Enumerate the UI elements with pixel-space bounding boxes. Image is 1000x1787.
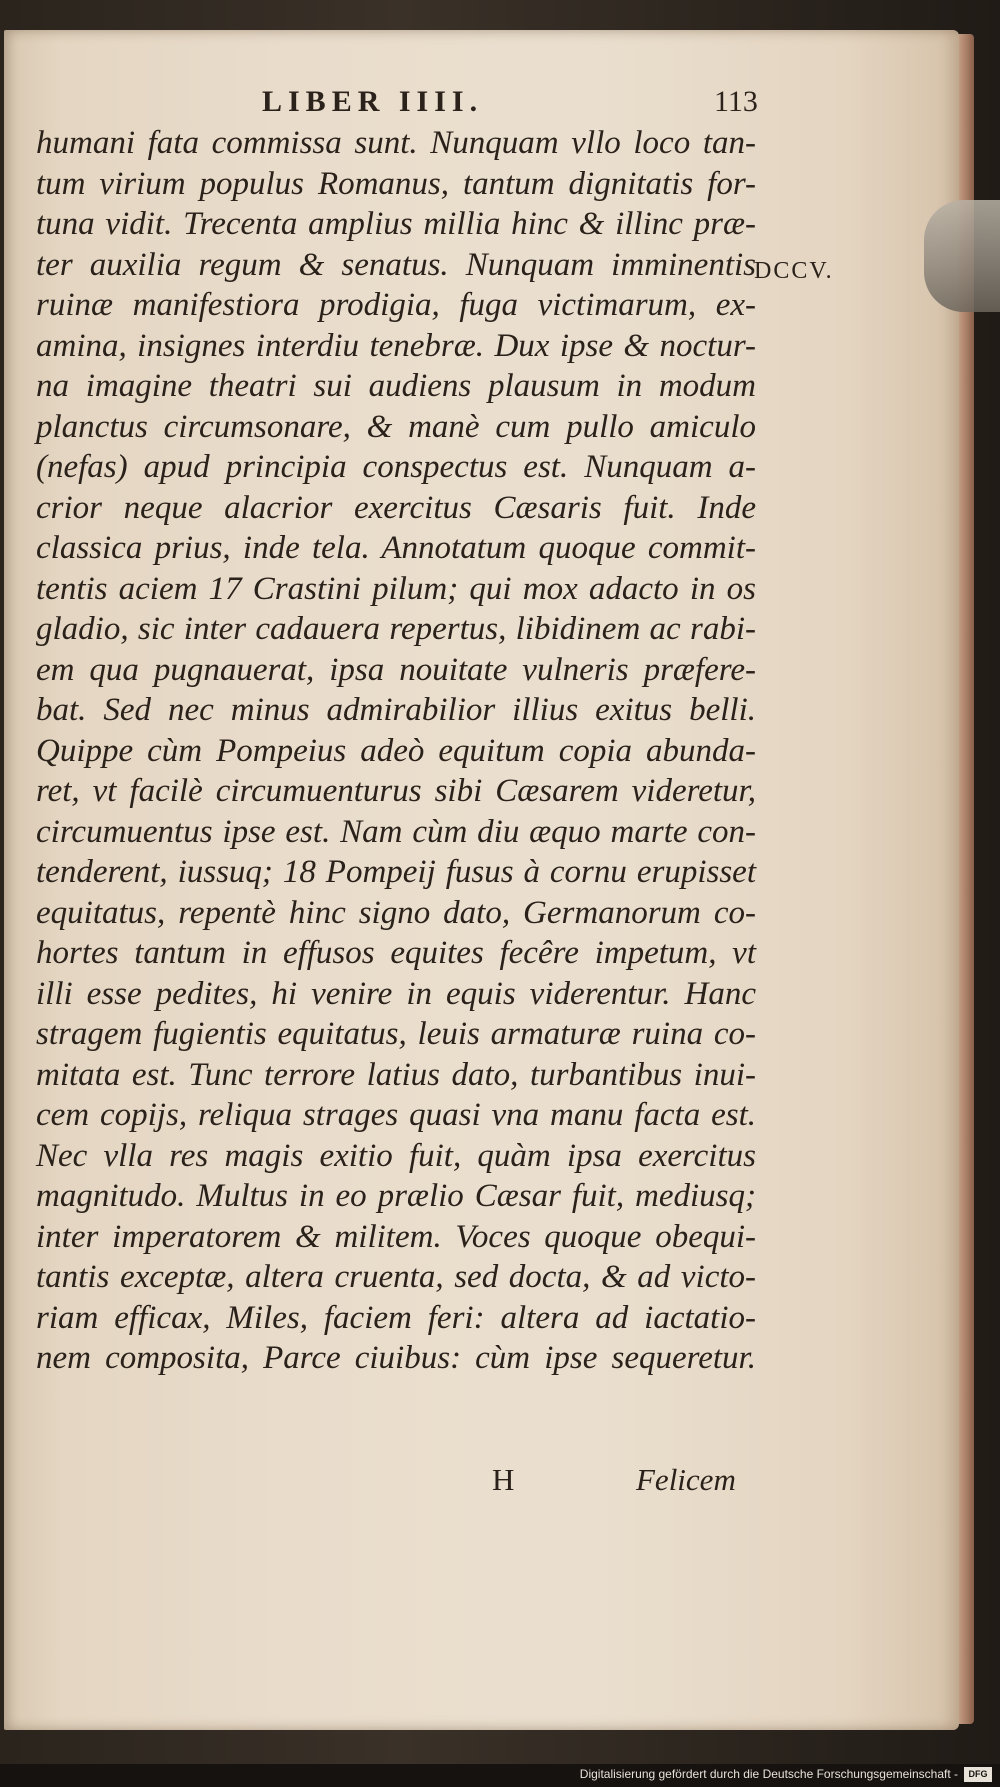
catchword: Felicem (636, 1462, 736, 1497)
text-line: ret, vt facilè circumuenturus sibi Cæsarem videretur, (36, 773, 756, 809)
running-head: LIBER IIII. (262, 85, 484, 118)
dfg-logo: DFG (964, 1767, 992, 1782)
text-line: amina, insignes interdiu tenebræ. Dux ipse & noctur- (36, 327, 756, 364)
text-line: planctus circumsonare, & manè cum pullo amiculo (36, 408, 756, 445)
body-text (36, 123, 756, 1379)
margin-note: DCCV. (754, 258, 834, 284)
text-line: tuna vidit. Trecenta amplius millia hinc & illinc præ- (36, 206, 756, 242)
text-line: inter imperatorem & militem. Voces quoque obequi- (36, 1218, 756, 1255)
page-number: 113 (714, 85, 758, 118)
text-line: hortes tantum in effusos equites fecêre impetum, vt (36, 935, 756, 971)
text-line: tantis exceptæ, altera cruenta, sed docta, & ad victo- (36, 1259, 756, 1295)
bookmark-ribbon (924, 200, 1000, 312)
text-line: Nec vlla res magis exitio fuit, quàm ipsa exercitus (36, 1137, 756, 1174)
text-line: na imagine theatri sui audiens plausum in modum (36, 368, 756, 404)
text-line: humani fata commissa sunt. Nunquam vllo loco tan- (36, 125, 756, 161)
text-line: ter auxilia regum & senatus. Nunquam imminentis (36, 246, 756, 283)
text-line: ruinæ manifestiora prodigia, fuga victimarum, ex- (36, 287, 756, 323)
text-line: tum virium populus Romanus, tantum dignitatis for- (36, 165, 756, 202)
text-line: classica prius, inde tela. Annotatum quoque commit- (36, 530, 756, 566)
text-line: tentis aciem 17 Crastini pilum; qui mox adacto in os (36, 570, 756, 607)
text-line: circumuentus ipse est. Nam cùm diu æquo marte con- (36, 813, 756, 850)
text-line: cem copijs, reliqua strages quasi vna manu facta est. (36, 1097, 756, 1133)
text-line: equitatus, repentè hinc signo dato, Germanorum co- (36, 894, 756, 931)
text-line: tenderent, iussuq; 18 Pompeij fusus à cornu erupisset (36, 854, 756, 890)
text-line: stragem fugientis equitatus, leuis armaturæ ruina co- (36, 1016, 756, 1052)
digitization-footer (0, 1764, 1000, 1787)
text-line: crior neque alacrior exercitus Cæsaris fuit. Inde (36, 489, 756, 526)
text-line: riam efficax, Miles, faciem feri: altera ad iactatio- (36, 1299, 756, 1336)
text-line: mitata est. Tunc terrore latius dato, turbantibus inui- (36, 1056, 756, 1093)
text-line: illi esse pedites, hi venire in equis viderentur. Hanc (36, 975, 756, 1012)
text-line: bat. Sed nec minus admirabilior illius exitus belli. (36, 692, 756, 728)
funding-credit: Digitalisierung gefördert durch die Deutsche Forschungsgemeinschaft - (579, 1767, 958, 1781)
text-line: Quippe cùm Pompeius adeò equitum copia abunda- (36, 732, 756, 769)
text-line: em qua pugnauerat, ipsa nouitate vulneris præfere- (36, 651, 756, 688)
text-line: magnitudo. Multus in eo prælio Cæsar fuit, mediusq; (36, 1178, 756, 1214)
text-line: gladio, sic inter cadauera repertus, libidinem ac rabi- (36, 611, 756, 647)
text-line: nem composita, Parce ciuibus: cùm ipse sequeretur. (36, 1340, 756, 1376)
signature-mark: H (492, 1462, 515, 1497)
text-line: (nefas) apud principia conspectus est. Nunquam a- (36, 449, 756, 485)
